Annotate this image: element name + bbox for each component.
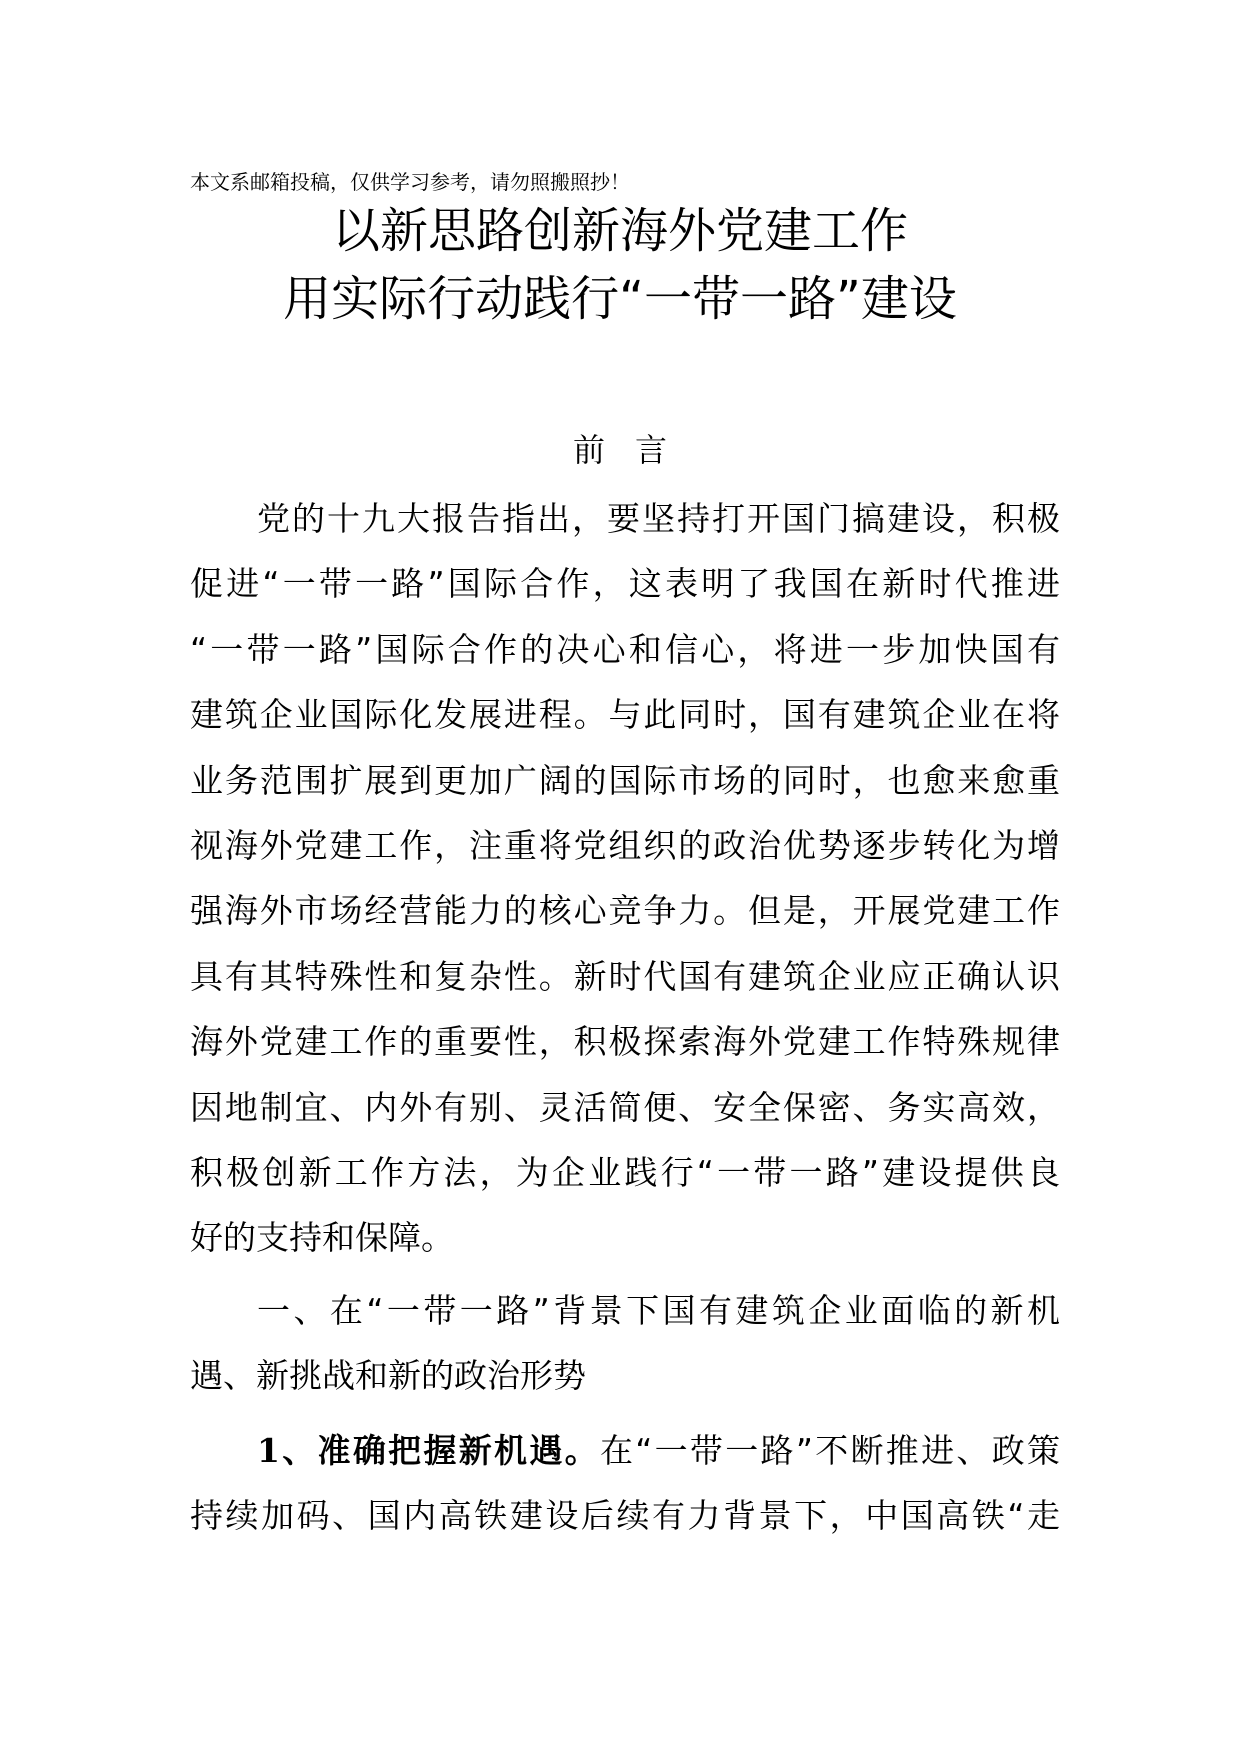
subsection-line-1 xyxy=(257,1429,1060,1473)
section-heading-line-2: 遇、新挑战和新的政治形势 xyxy=(190,1356,586,1395)
subsection-text: 在“一带一路”不断推进、政策 xyxy=(599,1431,1060,1470)
paragraph-line: 海外党建工作的重要性，积极探索海外党建工作特殊规律 xyxy=(190,1022,1060,1062)
title-line-2: 用实际行动践行“一带一路”建设 xyxy=(283,271,957,327)
paragraph-line: 积极创新工作方法，为企业践行“一带一路”建设提供良 xyxy=(190,1153,1060,1192)
title-line-1: 以新思路创新海外党建工作 xyxy=(331,203,908,259)
paragraph-line: “一带一路”国际合作的决心和信心，将进一步加快国有 xyxy=(190,629,1060,669)
preface-heading: 前言 xyxy=(572,431,697,469)
paragraph-line: 具有其特殊性和复杂性。新时代国有建筑企业应正确认识 xyxy=(190,956,1060,996)
disclaimer-note: 本文系邮箱投稿，仅供学习参考，请勿照搬照抄！ xyxy=(190,170,630,194)
paragraph-line: 建筑企业国际化发展进程。与此同时，国有建筑企业在将 xyxy=(190,695,1060,735)
paragraph-line: 业务范围扩展到更加广阔的国际市场的同时，也愈来愈重 xyxy=(190,760,1060,800)
paragraph-line: 强海外市场经营能力的核心竞争力。但是，开展党建工作 xyxy=(190,891,1060,931)
paragraph-line: 好的支持和保障。 xyxy=(190,1218,454,1258)
paragraph-line: 促进“一带一路”国际合作，这表明了我国在新时代推进 xyxy=(190,564,1060,604)
subsection-line-2: 持续加码、国内高铁建设后续有力背景下，中国高铁“走 xyxy=(190,1496,1060,1535)
paragraph-line: 党的十九大报告指出，要坚持打开国门搞建设，积极 xyxy=(257,499,1060,538)
paragraph-line: 因地制宜、内外有别、灵活简便、安全保密、务实高效， xyxy=(190,1087,1060,1127)
paragraph-line: 视海外党建工作，注重将党组织的政治优势逐步转化为增 xyxy=(190,826,1060,865)
subsection-title: 1、准确把握新机遇。 xyxy=(257,1431,600,1470)
section-heading-line-1: 一、在“一带一路”背景下国有建筑企业面临的新机 xyxy=(257,1291,1060,1330)
